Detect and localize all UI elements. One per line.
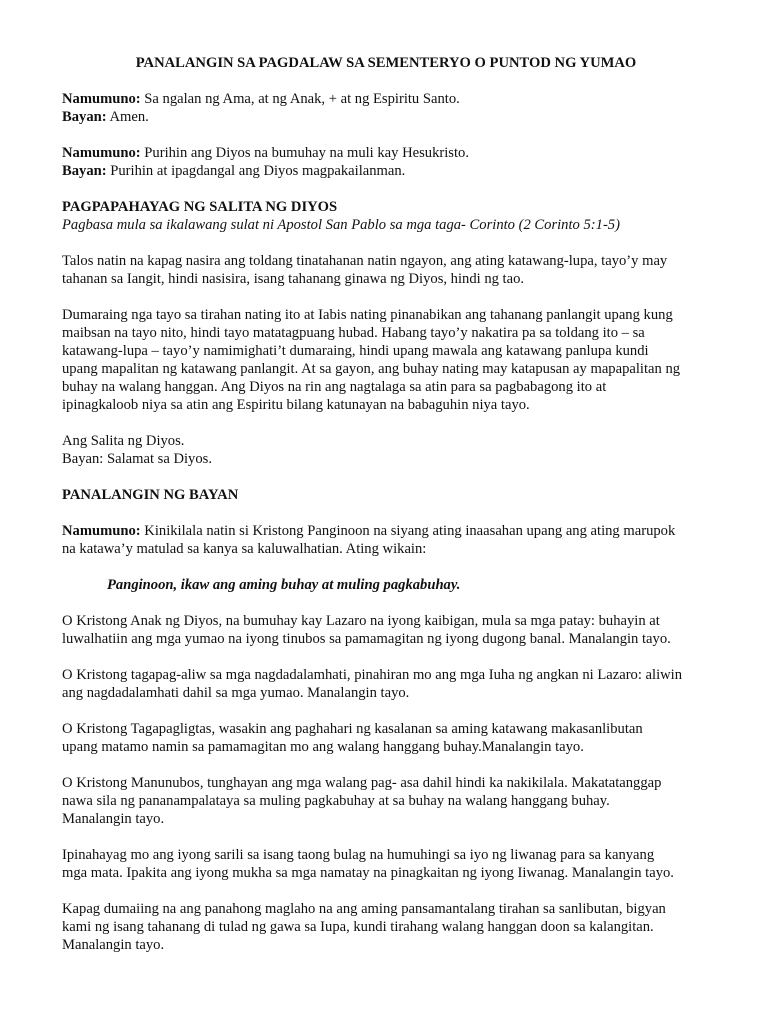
text-line: Dumaraing nga tayo sa tirahan nating ito at Iabis nating pinanabikan ang tahanang panlangit upang kung: [62, 307, 673, 323]
text-line: Talos natin na kapag nasira ang toldang tinatahanan natin ngayon, ang ating katawang-lupa, tayo’y may: [62, 253, 668, 269]
prayer-response: Panginoon, ikaw ang aming buhay at muling pagkabuhay.: [107, 577, 461, 593]
text-line: na katawa’y matulad sa kanya sa kaluwalhatian. Ating wikain:: [62, 541, 427, 557]
text-line: Manalangin tayo.: [62, 811, 165, 827]
reading-closing: [62, 432, 710, 468]
opening-people-line: [62, 108, 710, 126]
text-line: O Kristong tagapag-aliw sa mga nagdadalamhati, pinahiran mo ang mga Iuha ng angkan ni Lazaro: aliwin: [62, 667, 683, 683]
section-heading: PAGPAPAHAYAG NG SALITA NG DIYOS: [62, 199, 338, 215]
petition: [62, 612, 710, 648]
text-line: O Kristong Anak ng Diyos, na bumuhay kay Lazaro na iyong kaibigan, mula sa mga patay: buhayin at: [62, 613, 660, 629]
text-line: Bayan: Salamat sa Diyos.: [62, 451, 212, 467]
text-line: Manalangin tayo.: [62, 937, 165, 953]
text-line: Ang Salita ng Diyos.: [62, 433, 185, 449]
praise-dialogue: [62, 144, 710, 180]
speaker-label: Bayan:: [62, 109, 107, 125]
text-line: buhay na walang hanggan. Ang Diyos na rin ang nagtalaga sa atin para sa pagbabagong ito at: [62, 379, 607, 395]
text-line: nawa sila ng pananampalataya sa muling pagkabuhay at sa buhay na walang hanggang buhay.: [62, 793, 610, 809]
text-line: luwalhatiin ang mga yumao na iyong tinubos sa pamamagitan ng iyong dugong banal. Manalangin tayo.: [62, 631, 671, 647]
line-text: Sa ngalan ng Ama, at ng Anak, + at ng Espiritu Santo.: [140, 91, 460, 107]
text-line: O Kristong Manunubos, tunghayan ang mga walang pag- asa dahil hindi ka nakikilala. Makatatanggap: [62, 775, 662, 791]
text-line: upang matamo namin sa pamamagitan mo ang walang hanggang buhay.Manalangin tayo.: [62, 739, 584, 755]
text-line: mga mata. Ipakita ang iyong mukha sa mga namatay na pinagkaitan ng iyong Iiwanag. Manalangin tayo.: [62, 865, 674, 881]
praise-leader-line: [62, 144, 710, 162]
speaker-label: Namumuno:: [62, 91, 141, 107]
text-line: O Kristong Tagapagligtas, wasakin ang paghahari ng kasalanan sa aming katawang makasanlibutan: [62, 721, 643, 737]
text-line: Kapag dumaiing na ang panahong maglaho na ang aming pansamantalang tirahan sa sanlibutan, bigyan: [62, 901, 666, 917]
section-heading: PANALANGIN NG BAYAN: [62, 487, 239, 503]
praise-people-line: [62, 162, 710, 180]
petition: [62, 846, 710, 882]
text-line: kami ng isang tahanang di tulad ng gawa sa Iupa, kundi tirahang walang hanggan doon sa kalangitan.: [62, 919, 654, 935]
text-line: ang nagdadalamhati dahil sa mga yumao. Manalangin tayo.: [62, 685, 410, 701]
petition: [62, 666, 710, 702]
line-text: Purihin ang Diyos na bumuhay na muli kay Hesukristo.: [140, 145, 469, 161]
line-text: Kinikilala natin si Kristong Panginoon na siyang ating inaasahan upang ang ating marupok: [140, 523, 676, 539]
text-line: ipinagkaloob niya sa atin ang Espiritu bilang katunayan na babaguhin niya tayo.: [62, 397, 530, 413]
text-line: maibsan na tayo nito, hindi tayo matatagpuang hubad. Habang tayo’y nakatira pa sa toldang ito – sa: [62, 325, 645, 341]
line-text: Amen.: [106, 109, 149, 125]
word-section-header: [62, 198, 710, 234]
speaker-label: Namumuno:: [62, 145, 141, 161]
document-title: PANALANGIN SA PAGDALAW SA SEMENTERYO O PUNTOD NG YUMAO: [135, 55, 637, 71]
text-line: tahanan sa Iangit, hindi nasisira, isang tahanang ginawa ng Diyos, hindi ng tao.: [62, 271, 525, 287]
petition: [62, 774, 710, 828]
reading-source: Pagbasa mula sa ikalawang sulat ni Apostol San Pablo sa mga taga- Corinto (2 Corinto 5:1-5): [62, 217, 620, 233]
reading-paragraph: [62, 306, 710, 414]
opening-leader-line: [62, 90, 710, 108]
text-line: upang mapalitan ng katawang panlangit. At sa gayon, ang buhay nating may katapusan ay mapapalitan ng: [62, 361, 681, 377]
reading-paragraph: [62, 252, 710, 288]
text-line: katawang-lupa – tayo’y namimighati’t dumaraing, hindi upang mawala ang katawang panlupa kundi: [62, 343, 649, 359]
text-line: Ipinahayag mo ang iyong sarili sa isang taong bulag na humuhingi sa iyo ng liwanag para sa kanyang: [62, 847, 655, 863]
speaker-label: Bayan:: [62, 163, 107, 179]
speaker-label: Namumuno:: [62, 523, 141, 539]
petition: [62, 900, 710, 954]
text-line: [62, 522, 710, 540]
petition: [62, 720, 710, 756]
prayer-intro: [62, 522, 710, 558]
document-page: [62, 54, 710, 972]
opening-dialogue: [62, 90, 710, 126]
line-text: Purihin at ipagdangal ang Diyos magpakailanman.: [106, 163, 406, 179]
prayer-section-header: [62, 486, 710, 504]
